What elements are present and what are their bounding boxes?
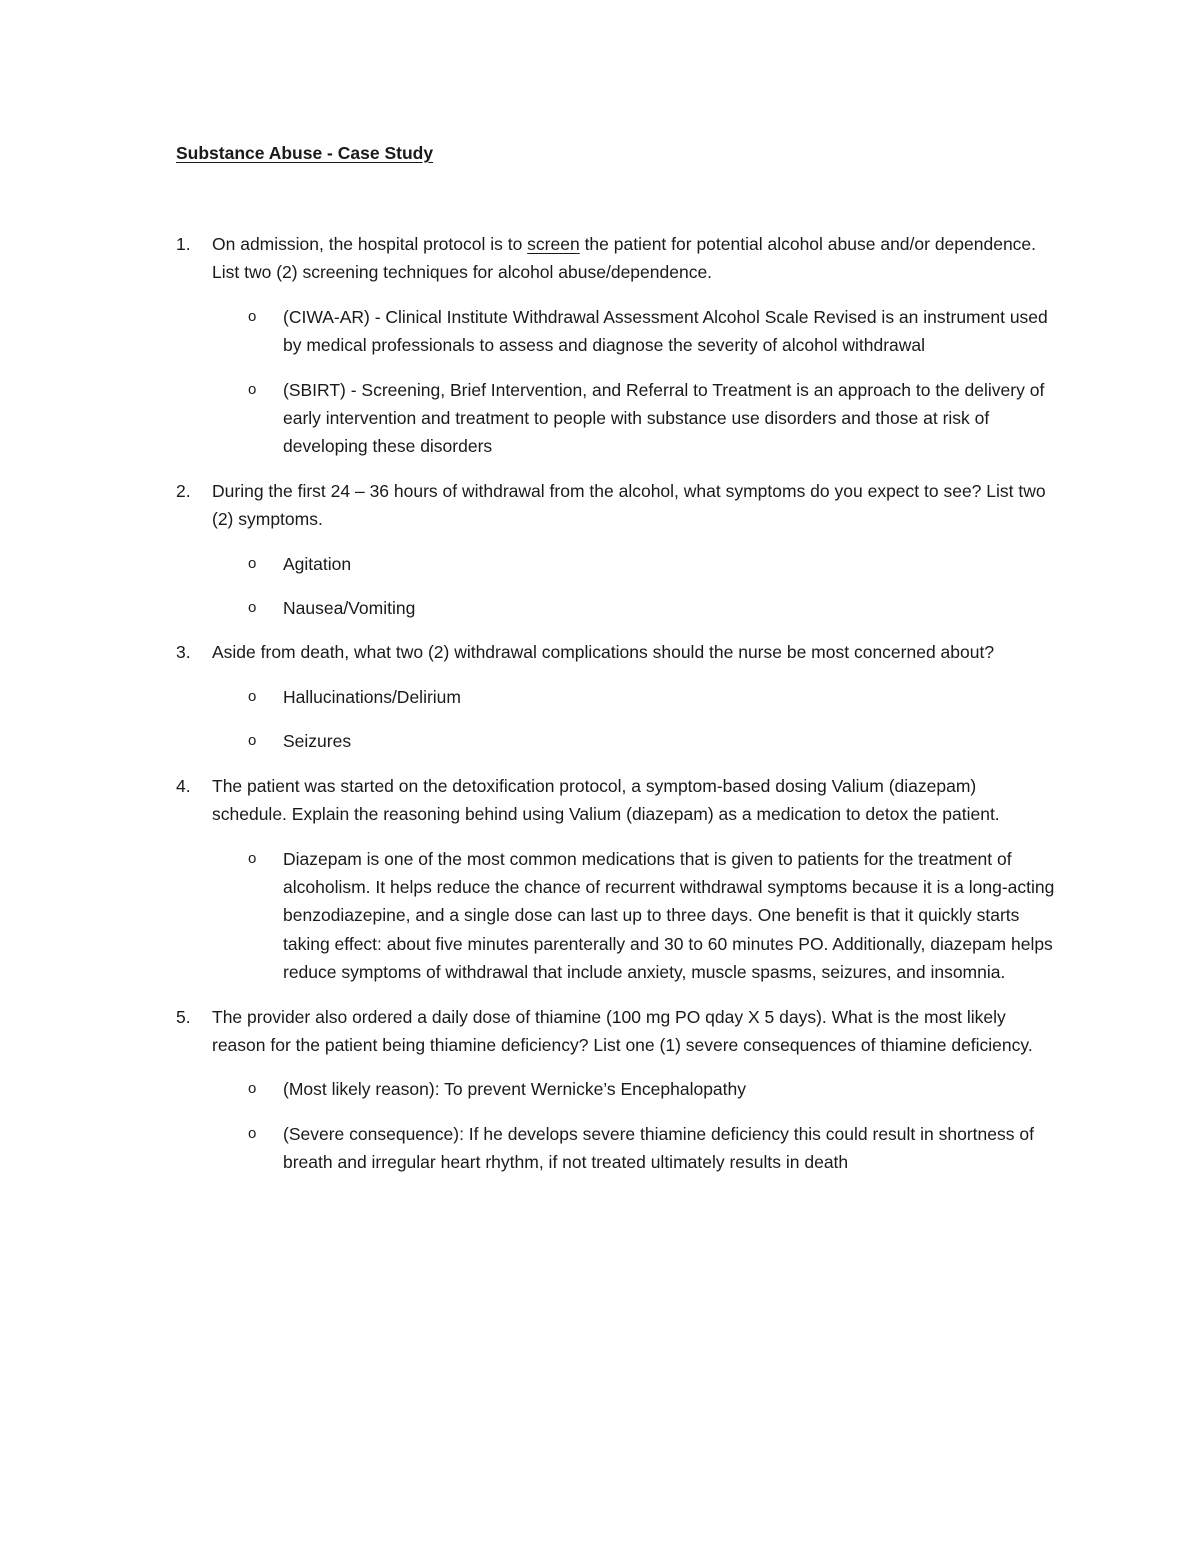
answer-list (212, 1075, 1056, 1176)
question-text-part: On admission, the hospital protocol is to (212, 234, 528, 254)
answer-item (212, 1120, 1056, 1177)
answer-list (212, 683, 1056, 756)
bullet-icon: o (248, 1080, 257, 1098)
answer-text: Seizures (283, 731, 352, 752)
bullet-icon: o (248, 554, 257, 572)
question-2 (176, 477, 1056, 623)
question-number: 3. (176, 642, 191, 663)
answer-text: (Severe consequence): If he develops severe thiamine deficiency this could result in shortness of breath and irregular heart rhythm, if not treated ultimately results in death (283, 1123, 1034, 1173)
question-list (176, 230, 1056, 1193)
answer-item (212, 1075, 1056, 1103)
bullet-icon: o (248, 1124, 257, 1142)
question-3 (176, 638, 1056, 755)
bullet-icon: o (248, 307, 257, 325)
bullet-icon: o (248, 599, 257, 617)
question-1 (176, 230, 1056, 461)
question-text: During the first 24 – 36 hours of withdrawal from the alcohol, what symptoms do you expect to see? List two (2) symptoms. (212, 480, 1046, 530)
question-5 (176, 1003, 1056, 1177)
question-number: 2. (176, 480, 191, 501)
answer-list (212, 550, 1056, 623)
question-4 (176, 772, 1056, 987)
answer-list (212, 303, 1056, 461)
answer-text: Hallucinations/Delirium (283, 686, 461, 707)
answer-text: Nausea/Vomiting (283, 598, 416, 619)
document-title: Substance Abuse - Case Study (176, 143, 434, 163)
answer-item (212, 845, 1056, 987)
bullet-icon: o (248, 380, 257, 398)
question-number: 4. (176, 775, 191, 796)
bullet-icon: o (248, 849, 257, 867)
answer-text: (CIWA-AR) - Clinical Institute Withdrawal Assessment Alcohol Scale Revised is an instrument used by medical professionals to assess and diagnose the severity of alcohol withdrawal (283, 306, 1048, 356)
answer-item (212, 727, 1056, 755)
question-text: Aside from death, what two (2) withdrawal complications should the nurse be most concerned about? (212, 642, 995, 663)
question-text-part: the patient for potential alcohol abuse and/or dependence. List two (2) screening techniques for alcohol abuse/dependence. (212, 234, 1037, 283)
question-text: The patient was started on the detoxification protocol, a symptom-based dosing Valium (diazepam) schedule. Explain the reasoning behind using Valium (diazepam) as a medication to detox the patient. (212, 775, 1000, 825)
answer-item (212, 376, 1056, 461)
question-number: 1. (176, 234, 191, 254)
bullet-icon: o (248, 687, 257, 705)
answer-item (212, 594, 1056, 622)
question-emphasis: screen (527, 234, 580, 254)
question-number: 5. (176, 1006, 191, 1027)
question-text: The provider also ordered a daily dose of thiamine (100 mg PO qday X 5 days). What is the most likely reason for the patient being thiamine deficiency? List one (1) severe consequences of thiamine deficiency. (212, 1006, 1033, 1055)
bullet-icon: o (248, 732, 257, 750)
answer-list (212, 845, 1056, 987)
answer-item (212, 303, 1056, 360)
answer-text: (Most likely reason): To prevent Wernicke’s Encephalopathy (283, 1079, 747, 1100)
answer-text: Agitation (283, 553, 352, 574)
answer-item (212, 550, 1056, 578)
question-text (212, 230, 1056, 287)
answer-text: Diazepam is one of the most common medications that is given to patients for the treatment of alcoholism. It helps reduce the chance of recurrent withdrawal symptoms because it is a long-acting benzodiazepine, and a single dose can last up to three days. One benefit is that it quickly starts taking effect: about five minutes parenterally and 30 to 60 minutes PO. Additionally, diazepam helps reduce symptoms of withdrawal that include anxiety, muscle spasms, seizures, and insomnia. (283, 848, 1055, 983)
answer-item (212, 683, 1056, 711)
answer-text: (SBIRT) - Screening, Brief Intervention, and Referral to Treatment is an approach to the delivery of early intervention and treatment to people with substance use disorders and those at risk of developing these disorders (283, 379, 1045, 457)
